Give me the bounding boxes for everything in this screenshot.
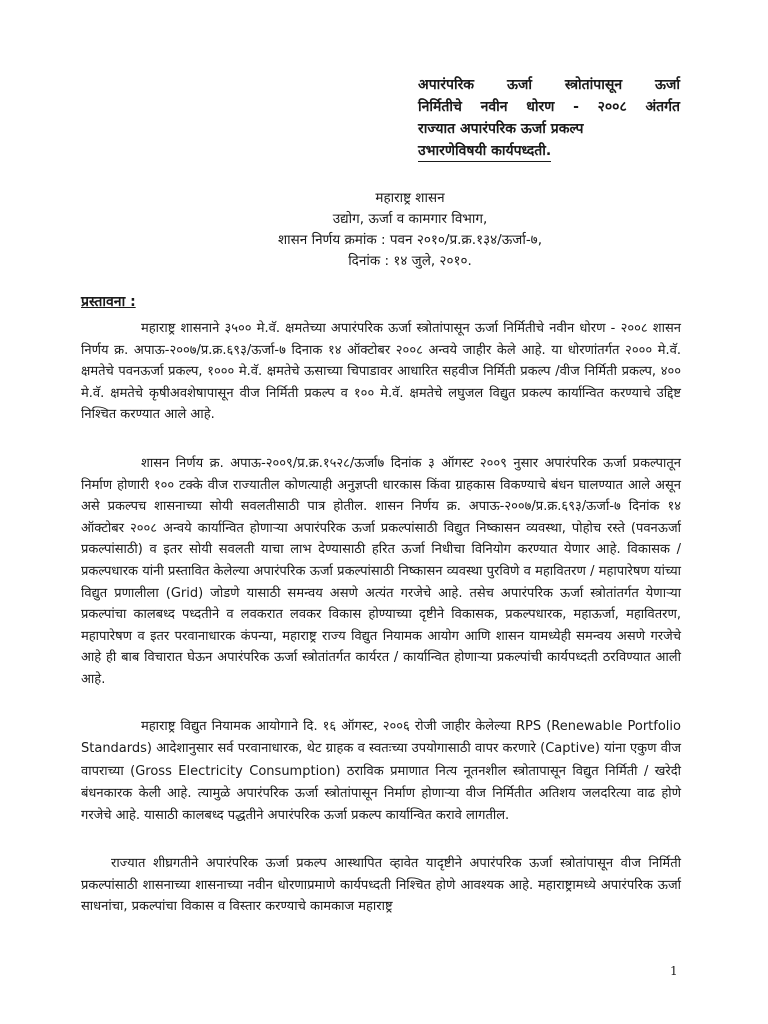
subject-line-2: निर्मितीचे नवीन धोरण - २००८ अंतर्गत	[418, 99, 680, 115]
paragraph-3-text: महाराष्ट्र विद्युत नियामक आयोगाने दि. १६ ऑगस्ट, २००६ रोजी जाहीर केलेल्या RPS (Renewable Portfolio Standards) आदेशानुसार सर्व परवानाधारक, थेट ग्राहक व स्वतःच्या उपयोगासाठी वापर करणारे (Captive) यांना एकुण वीज वापराच्या (Gross Electricity Consumption) ठराविक प्रमाणात नित्य नूतनशील स्त्रोतापासून विद्युत निर्मिती / खरेदी बंधनकारक केली आहे. त्यामुळे अपारंपरिक ऊर्जा स्त्रोतांपासून निर्माण होणाऱ्या वीज निर्मितीत अतिशय जलदरित्या वाढ होणे गरजेचे आहे. यासाठी कालबध्द पद्धतीने अपारंपरिक ऊर्जा प्रकल्प कार्यान्वित करावे लागतील.	[81, 719, 681, 824]
subject-line-4: उभारणेविषयी कार्यपध्दती.	[418, 142, 551, 162]
paragraph-4	[81, 853, 681, 918]
paragraph-4-text: राज्यात शीघ्रगतीने अपारंपरिक ऊर्जा प्रकल्प आस्थापित व्हावेत यादृष्टीने अपारंपरिक ऊर्जा स्त्रोतांपासून वीज निर्मिती प्रकल्पांसाठी शासनाच्या शासनाच्या नवीन धोरणाप्रमाणे कार्यपध्दती निश्चित होणे आवश्यक आहे. महाराष्ट्रामध्ये अपारंपरिक ऊर्जा साधनांचा, प्रकल्पांचा विकास व विस्तार करण्याचे कामकाज महाराष्ट्र	[81, 856, 681, 915]
paragraph-1	[81, 318, 681, 426]
government-name: महाराष्ट्र शासन	[375, 190, 445, 206]
page-number: 1	[670, 964, 678, 978]
paragraph-2-text: शासन निर्णय क्र. अपाऊ-२००९/प्र.क्र.१५२८/ऊर्जा७ दिनांक ३ ऑगस्ट २००९ नुसार अपारंपरिक ऊर्जा प्रकल्पातून निर्माण होणारी १०० टक्के वीज राज्यातील कोणत्याही अनुज्ञप्ती धारकास किंवा ग्राहकास विकण्याचे बंधन घालण्यात आले असून असे प्रकल्पच शासनाच्या सोयी सवलतीसाठी पात्र होतील. शासन निर्णय क्र. अपाऊ-२००७/प्र.क्र.६९३/ऊर्जा-७ दिनांक १४ ऑक्टोबर २००८ अन्वये कार्यान्वित होणाऱ्या अपारंपरिक ऊर्जा प्रकल्पांसाठी विद्युत निष्कासन व्यवस्था, पोहोच रस्ते (पवनऊर्जा प्रकल्पांसाठी) व इतर सोयी सवलती याचा लाभ देण्यासाठी हरित ऊर्जा निधीचा विनियोग करण्यात येणार आहे. विकासक / प्रकल्पधारक यांनी प्रस्तावित केलेल्या अपारंपरिक ऊर्जा प्रकल्पांसाठी निष्कासन व्यवस्था पुरविणे व महावितरण / महापारेषण यांच्या विद्युत प्रणालीला (Grid) जोडणे यासाठी समन्वय असणे अत्यंत गरजेचे आहे. तसेच अपारंपरिक ऊर्जा स्त्रोतांतर्गत येणाऱ्या प्रकल्पांचा कालबध्द पध्दतीने व लवकरात लवकर विकास होण्याच्या दृष्टीने विकासक, प्रकल्पधारक, महाऊर्जा, महावितरण, महापारेषण व इतर परवानाधारक कंपन्या, महाराष्ट्र राज्य विद्युत नियामक आयोग आणि शासन यामध्येही समन्वय असणे गरजेचे आहे ही बाब विचारात घेऊन अपारंपरिक ऊर्जा स्त्रोतांतर्गत कार्यरत / कार्यान्वित होणाऱ्या प्रकल्पांची कार्यपध्दती ठरविण्यात आली आहे.	[81, 456, 681, 687]
section-heading: प्रस्तावना :	[81, 294, 136, 310]
paragraph-2	[81, 453, 681, 691]
resolution-date: दिनांक : १४ जुले, २०१०.	[348, 253, 472, 269]
department-name: उद्योग, ऊर्जा व कामगार विभाग,	[332, 211, 488, 227]
subject-line-1: अपारंपरिक ऊर्जा स्त्रोतांपासून ऊर्जा	[418, 77, 680, 93]
subject-line-3: राज्यात अपारंपरिक ऊर्जा प्रकल्प	[418, 121, 584, 137]
government-header	[150, 188, 670, 272]
subject-block	[418, 74, 680, 162]
paragraph-3	[81, 716, 681, 827]
resolution-number: शासन निर्णय क्रमांक : पवन २०१०/प्र.क्र.१३४/ऊर्जा-७,	[277, 232, 542, 248]
paragraph-1-text: महाराष्ट्र शासनाने ३५०० मे.वॅ. क्षमतेच्या अपारंपरिक ऊर्जा स्त्रोतांपासून ऊर्जा निर्मितीचे नवीन धोरण - २००८ शासन निर्णय क्र. अपाऊ-२००७/प्र.क्र.६९३/ऊर्जा-७ दिनाक १४ ऑक्टोबर २००८ अन्वये जाहीर केले आहे. या धोरणांतर्गत २००० मे.वॅ. क्षमतेचे पवनऊर्जा प्रकल्प, १००० मे.वॅ. क्षमतेचे ऊसाच्या चिपाडावर आधारित सहवीज निर्मिती प्रकल्प /वीज निर्मिती प्रकल्प, ४०० मे.वॅ. क्षमतेचे कृषीअवशेषापासून वीज निर्मिती प्रकल्प व १०० मे.वॅ. क्षमतेचे लघुजल विद्युत प्रकल्प कार्यान्वित करण्याचे उद्दिष्ट निश्चित करण्यात आले आहे.	[81, 321, 681, 423]
